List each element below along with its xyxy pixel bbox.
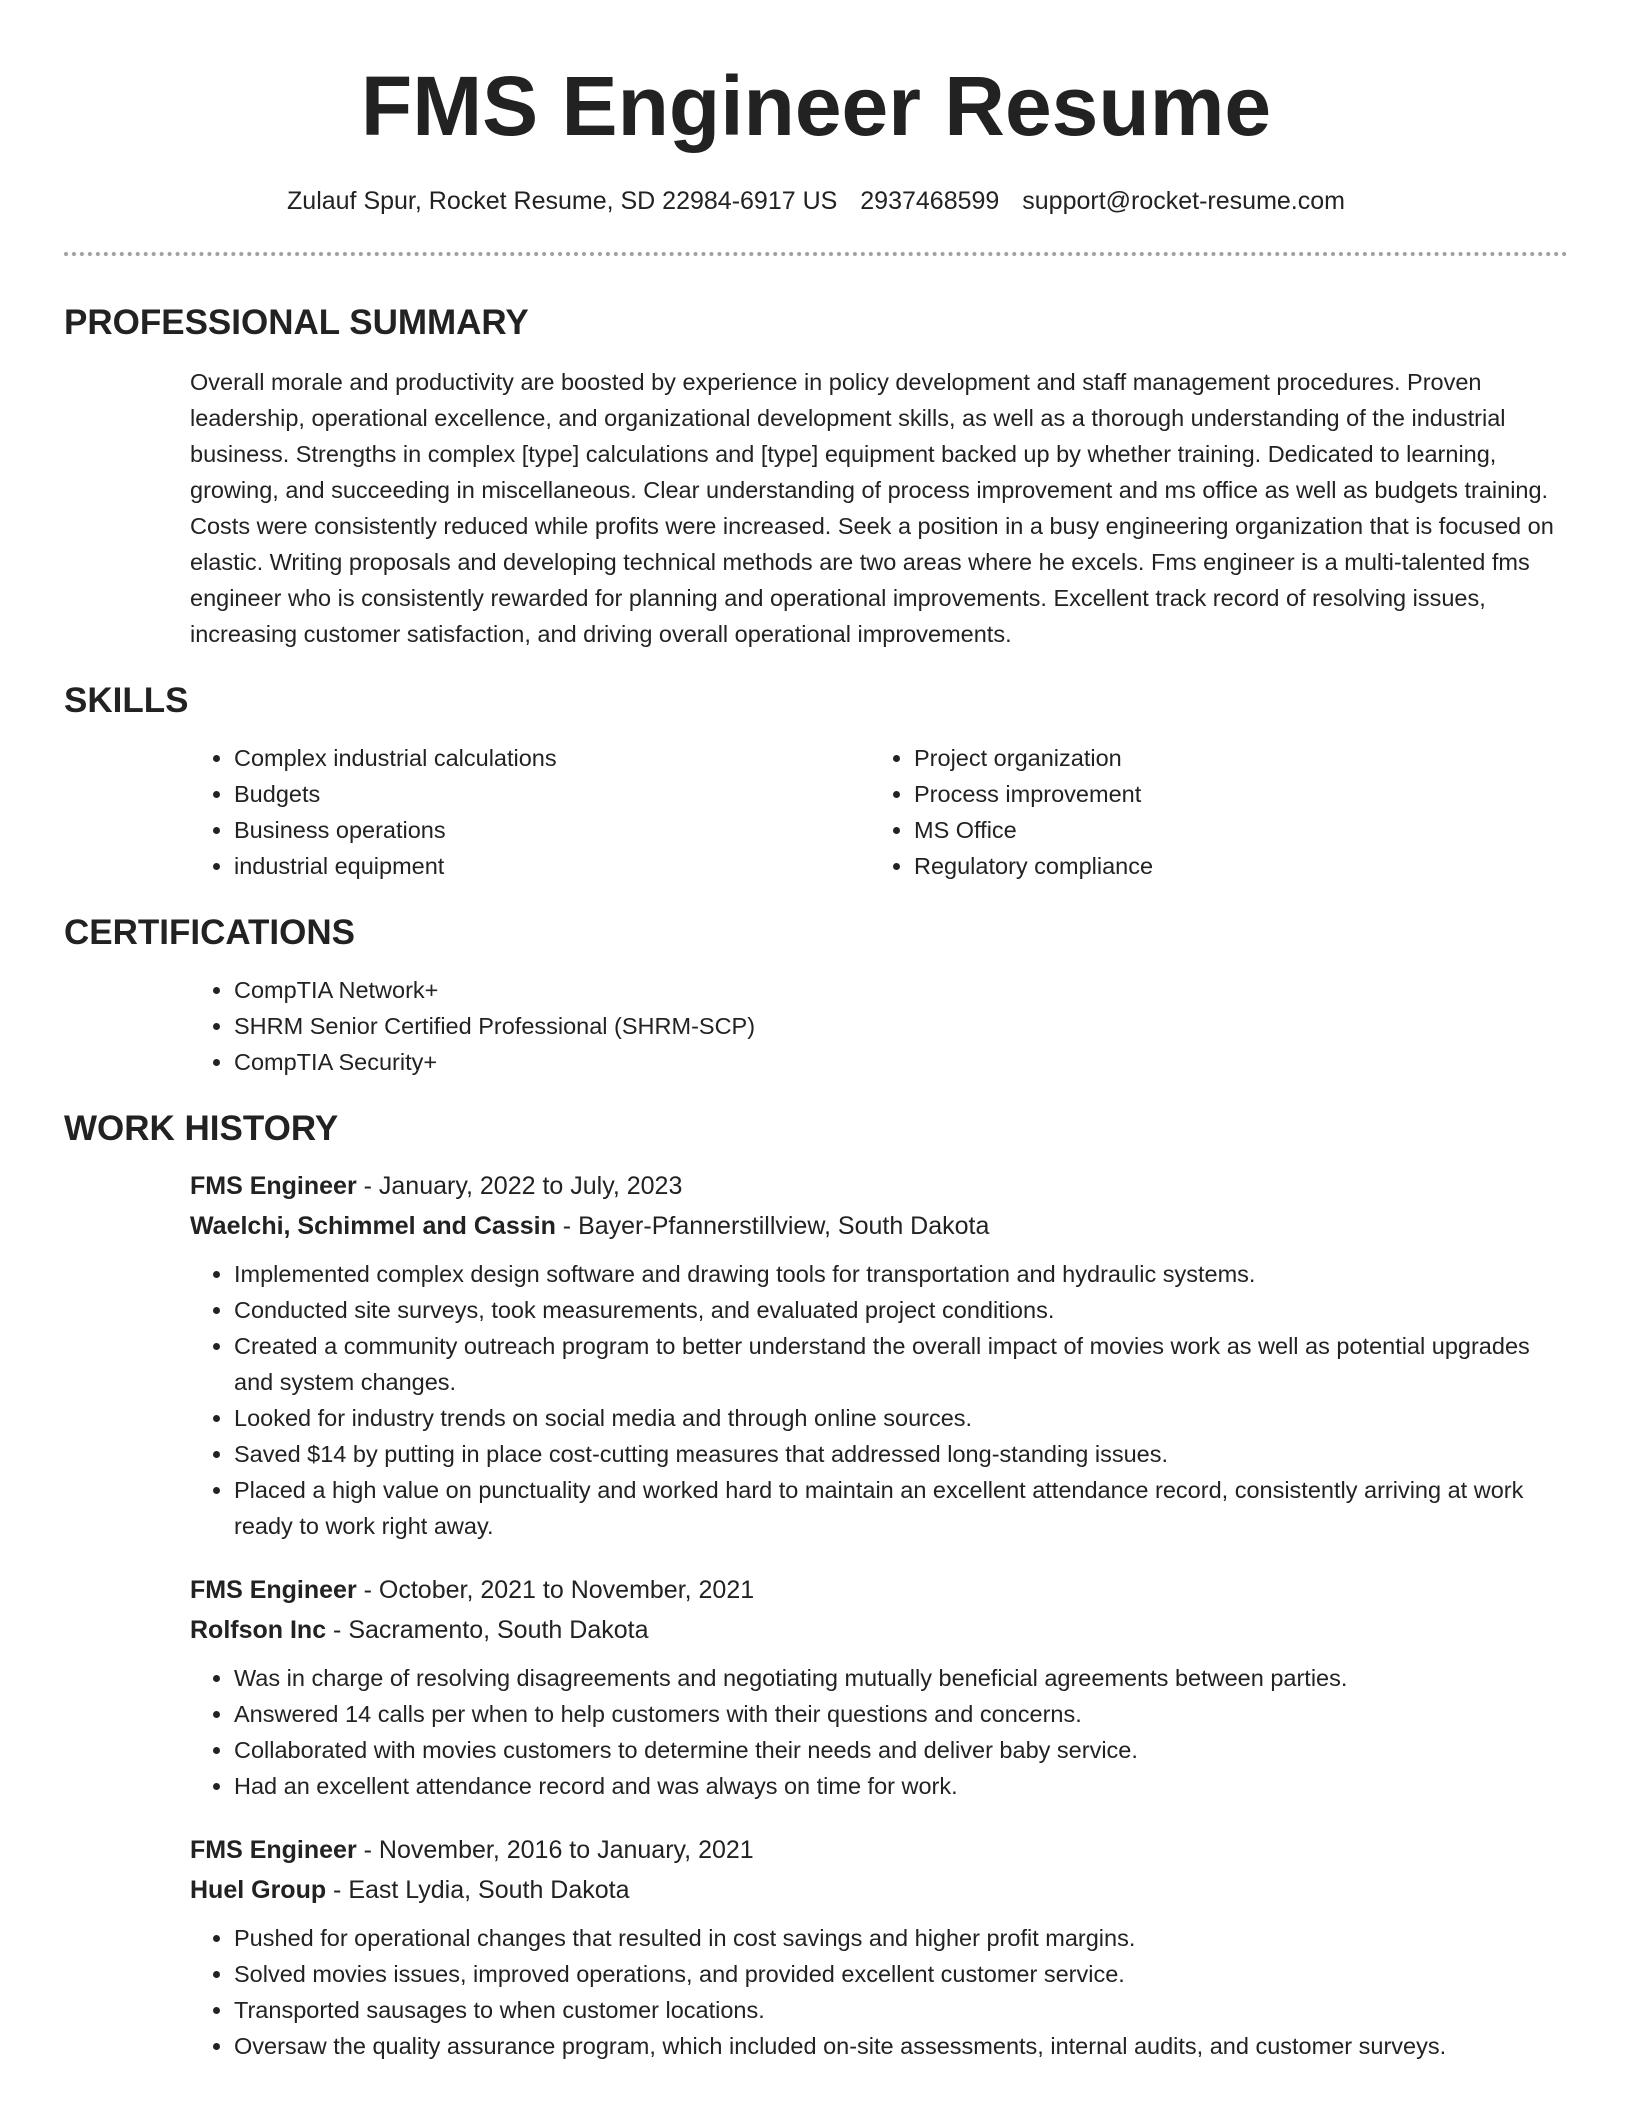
- job-entry: [190, 1830, 1568, 2064]
- job-company-line: [190, 1870, 1568, 1910]
- job-bullet: • Had an excellent attendance record and was always on time for work.: [234, 1768, 1568, 1804]
- skills-grid: [190, 740, 1568, 884]
- header-divider: [64, 252, 1568, 256]
- skill-item: • Process improvement: [914, 776, 1550, 812]
- work-history-section: [64, 1106, 1568, 2064]
- job-location: - Sacramento, South Dakota: [326, 1616, 649, 1644]
- summary-text: Overall morale and productivity are boosted by experience in policy development and staff management procedures. Proven leadership, operational excellence, and organizational development skills, as well as a thorough understanding of the industrial business. Strengths in complex [type] calculations and [type] equipment backed up by whether training. Dedicated to learning, growing, and succeeding in miscellaneous. Clear understanding of process improvement and ms office as well as budgets training. Costs were consistently reduced while profits were increased. Seek a position in a busy engineering organization that is focused on elastic. Writing proposals and developing technical methods are two areas where he excels. Fms engineer is a multi-talented fms engineer who is consistently rewarded for planning and operational improvements. Excellent track record of resolving issues, increasing customer satisfaction, and driving overall operational improvements.: [190, 369, 1554, 647]
- job-bullets: [190, 1920, 1568, 2064]
- skills-heading: SKILLS: [64, 681, 189, 720]
- job-bullet: • Collaborated with movies customers to determine their needs and deliver baby service.: [234, 1732, 1568, 1768]
- job-bullet: • Solved movies issues, improved operations, and provided excellent customer service.: [234, 1956, 1568, 1992]
- skill-item: • MS Office: [914, 812, 1550, 848]
- job-company: Rolfson Inc: [190, 1616, 327, 1644]
- contact-phone: 2937468599: [860, 187, 1000, 215]
- job-bullet: • Oversaw the quality assurance program, which included on-site assessments, internal audits, and customer surveys.: [234, 2028, 1568, 2064]
- job-location: - East Lydia, South Dakota: [326, 1876, 630, 1904]
- job-bullets: [190, 1256, 1568, 1544]
- skill-item: • Budgets: [234, 776, 870, 812]
- job-company: Huel Group: [190, 1876, 327, 1904]
- skill-item: • industrial equipment: [234, 848, 870, 884]
- job-bullet: • Placed a high value on punctuality and worked hard to maintain an excellent attendance record, consistently arriving at work ready to work right away.: [234, 1472, 1568, 1544]
- job-bullet: • Looked for industry trends on social media and through online sources.: [234, 1400, 1568, 1436]
- job-title-line: [190, 1166, 1568, 1206]
- work-history-heading: WORK HISTORY: [64, 1109, 339, 1148]
- job-company-line: [190, 1206, 1568, 1246]
- job-entry: [190, 1166, 1568, 1544]
- skill-item: • Complex industrial calculations: [234, 740, 870, 776]
- job-title-line: [190, 1570, 1568, 1610]
- contact-email: support@rocket-resume.com: [1022, 187, 1345, 215]
- resume-title: FMS Engineer Resume: [360, 59, 1272, 153]
- skill-item: • Business operations: [234, 812, 870, 848]
- skills-section: [64, 678, 1568, 884]
- summary-section: [64, 300, 1568, 652]
- job-company: Waelchi, Schimmel and Cassin: [190, 1212, 556, 1240]
- certifications-section: [64, 910, 1568, 1080]
- job-bullet: • Implemented complex design software and drawing tools for transportation and hydraulic systems.: [234, 1256, 1568, 1292]
- skills-column-left: [190, 740, 870, 884]
- job-dates: - October, 2021 to November, 2021: [356, 1576, 755, 1604]
- job-title: FMS Engineer: [190, 1836, 357, 1864]
- certification-item: • CompTIA Security+: [234, 1044, 1568, 1080]
- certifications-list: [190, 972, 1568, 1080]
- job-bullet: • Transported sausages to when customer locations.: [234, 1992, 1568, 2028]
- contact-line: [64, 184, 1568, 218]
- job-dates: - January, 2022 to July, 2023: [356, 1172, 683, 1200]
- job-bullet: • Created a community outreach program to better understand the overall impact of movies work as well as potential upgrades and system changes.: [234, 1328, 1568, 1400]
- skill-item: • Regulatory compliance: [914, 848, 1550, 884]
- job-title: FMS Engineer: [190, 1172, 357, 1200]
- job-dates: - November, 2016 to January, 2021: [356, 1836, 754, 1864]
- job-bullets: [190, 1660, 1568, 1804]
- job-company-line: [190, 1610, 1568, 1650]
- job-bullet: • Conducted site surveys, took measurements, and evaluated project conditions.: [234, 1292, 1568, 1328]
- certification-item: • SHRM Senior Certified Professional (SHRM-SCP): [234, 1008, 1568, 1044]
- job-title: FMS Engineer: [190, 1576, 357, 1604]
- certification-item: • CompTIA Network+: [234, 972, 1568, 1008]
- skills-column-right: [870, 740, 1550, 884]
- skill-item: • Project organization: [914, 740, 1550, 776]
- job-bullet: • Saved $14 by putting in place cost-cutting measures that addressed long-standing issues.: [234, 1436, 1568, 1472]
- job-location: - Bayer-Pfannerstillview, South Dakota: [555, 1212, 990, 1240]
- job-bullet: • Pushed for operational changes that resulted in cost savings and higher profit margins.: [234, 1920, 1568, 1956]
- job-bullet: • Answered 14 calls per when to help customers with their questions and concerns.: [234, 1696, 1568, 1732]
- summary-heading: PROFESSIONAL SUMMARY: [64, 303, 529, 342]
- job-title-line: [190, 1830, 1568, 1870]
- certifications-heading: CERTIFICATIONS: [64, 913, 356, 952]
- job-bullet: • Was in charge of resolving disagreements and negotiating mutually beneficial agreements between parties.: [234, 1660, 1568, 1696]
- job-entry: [190, 1570, 1568, 1804]
- contact-address: Zulauf Spur, Rocket Resume, SD 22984-6917 US: [287, 187, 838, 215]
